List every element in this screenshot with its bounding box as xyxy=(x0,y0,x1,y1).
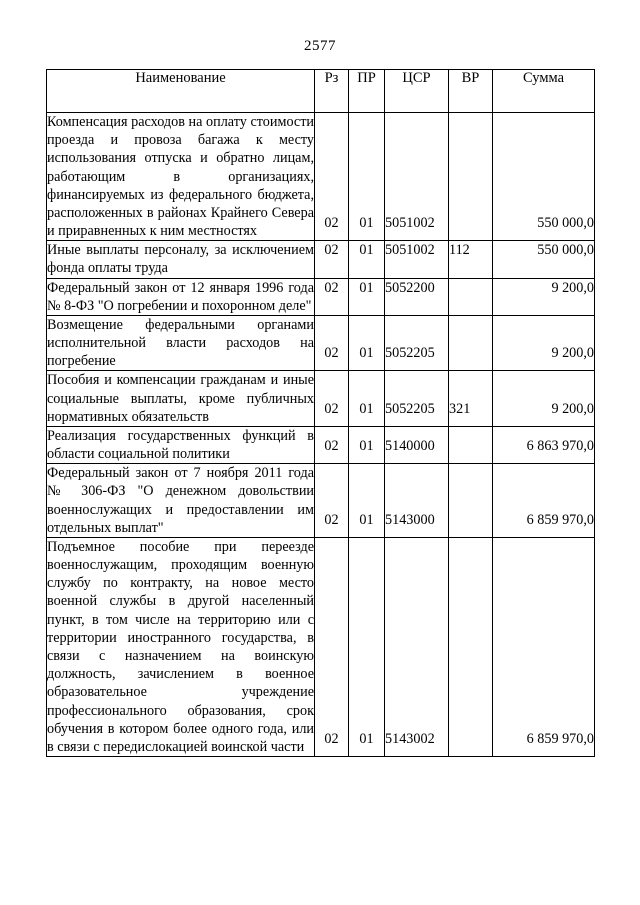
row-name-text: Реализация государственных функций в области социальной политики xyxy=(47,427,314,463)
cell-sum: 9 200,0 xyxy=(493,315,595,371)
row-name-text: Федеральный закон от 12 января 1996 года № 8-ФЗ "О погребении и похоронном деле" xyxy=(47,279,314,314)
table-row xyxy=(47,537,595,756)
column-header-tsr: ЦСР xyxy=(385,70,449,113)
cell-pr: 01 xyxy=(349,464,385,538)
cell-pr: 01 xyxy=(349,371,385,427)
cell-name xyxy=(47,537,315,756)
cell-name xyxy=(47,426,315,463)
cell-tsr: 5143000 xyxy=(385,464,449,538)
cell-pr: 01 xyxy=(349,113,385,241)
cell-name xyxy=(47,464,315,538)
cell-sum: 6 859 970,0 xyxy=(493,464,595,538)
table-row xyxy=(47,241,595,278)
cell-vr xyxy=(449,278,493,315)
cell-name xyxy=(47,241,315,278)
cell-pr: 01 xyxy=(349,278,385,315)
cell-tsr: 5052205 xyxy=(385,371,449,427)
row-name-text: Пособия и компенсации гражданам и иные социальные выплаты, кроме публичных нормативных обязательств xyxy=(47,372,314,425)
cell-rz: 02 xyxy=(315,426,349,463)
cell-rz: 02 xyxy=(315,113,349,241)
table-body xyxy=(47,113,595,757)
cell-vr xyxy=(449,315,493,371)
cell-vr: 321 xyxy=(449,371,493,427)
cell-vr: 112 xyxy=(449,241,493,278)
cell-vr xyxy=(449,426,493,463)
budget-table-container xyxy=(46,69,594,757)
table-row xyxy=(47,371,595,427)
table-header-row xyxy=(47,70,595,113)
cell-tsr: 5143002 xyxy=(385,537,449,756)
cell-rz: 02 xyxy=(315,278,349,315)
cell-sum: 6 859 970,0 xyxy=(493,537,595,756)
row-name-text: Подъемное пособие при переезде военнослужащим, проходящим военную службу по контракту, на новое место военной службы в другой населенный пункт, в том числе на территорию или с территории иностранного государства, в связи с назначением на воинскую должность, зачислением в военное образовательное учреждение профессионального образования, срок обучения в котором более одного года, или в связи с передислокацией воинской части xyxy=(47,538,314,755)
table-row xyxy=(47,278,595,315)
cell-tsr: 5052205 xyxy=(385,315,449,371)
cell-rz: 02 xyxy=(315,315,349,371)
page-number: 2577 xyxy=(304,38,336,54)
cell-sum: 6 863 970,0 xyxy=(493,426,595,463)
column-header-rz: Рз xyxy=(315,70,349,113)
cell-tsr: 5051002 xyxy=(385,113,449,241)
row-name-text: Компенсация расходов на оплату стоимости проезда и провоза багажа к месту использования отпуска и обратно лицам, работающим в организациях, финансируемых из федерального бюджета, расположенных в районах Крайнего Севера и приравненных к ним местностях xyxy=(47,114,314,240)
cell-vr xyxy=(449,113,493,241)
cell-pr: 01 xyxy=(349,315,385,371)
cell-vr xyxy=(449,464,493,538)
cell-sum: 9 200,0 xyxy=(493,278,595,315)
column-header-sum: Сумма xyxy=(493,70,595,113)
cell-tsr: 5052200 xyxy=(385,278,449,315)
cell-name xyxy=(47,315,315,371)
cell-pr: 01 xyxy=(349,426,385,463)
column-header-name: Наименование xyxy=(47,70,315,113)
table-row xyxy=(47,464,595,538)
table-row xyxy=(47,426,595,463)
table-header xyxy=(47,70,595,113)
column-header-vr: ВР xyxy=(449,70,493,113)
cell-tsr: 5051002 xyxy=(385,241,449,278)
column-header-pr: ПР xyxy=(349,70,385,113)
row-name-text: Иные выплаты персоналу, за исключением фонда оплаты труда xyxy=(47,242,314,277)
cell-rz: 02 xyxy=(315,537,349,756)
cell-sum: 550 000,0 xyxy=(493,113,595,241)
cell-sum: 550 000,0 xyxy=(493,241,595,278)
cell-tsr: 5140000 xyxy=(385,426,449,463)
cell-rz: 02 xyxy=(315,371,349,427)
cell-rz: 02 xyxy=(315,464,349,538)
budget-table xyxy=(46,69,595,757)
row-name-text: Возмещение федеральными органами исполнительной власти расходов на погребение xyxy=(47,316,314,370)
cell-pr: 01 xyxy=(349,241,385,278)
table-row xyxy=(47,315,595,371)
table-row xyxy=(47,113,595,241)
cell-sum: 9 200,0 xyxy=(493,371,595,427)
cell-vr xyxy=(449,537,493,756)
cell-name xyxy=(47,113,315,241)
cell-name xyxy=(47,371,315,427)
cell-pr: 01 xyxy=(349,537,385,756)
cell-rz: 02 xyxy=(315,241,349,278)
row-name-text: Федеральный закон от 7 ноября 2011 года № 306-ФЗ "О денежном довольствии военнослужащих и предоставлении им отдельных выплат" xyxy=(47,465,314,536)
cell-name xyxy=(47,278,315,315)
